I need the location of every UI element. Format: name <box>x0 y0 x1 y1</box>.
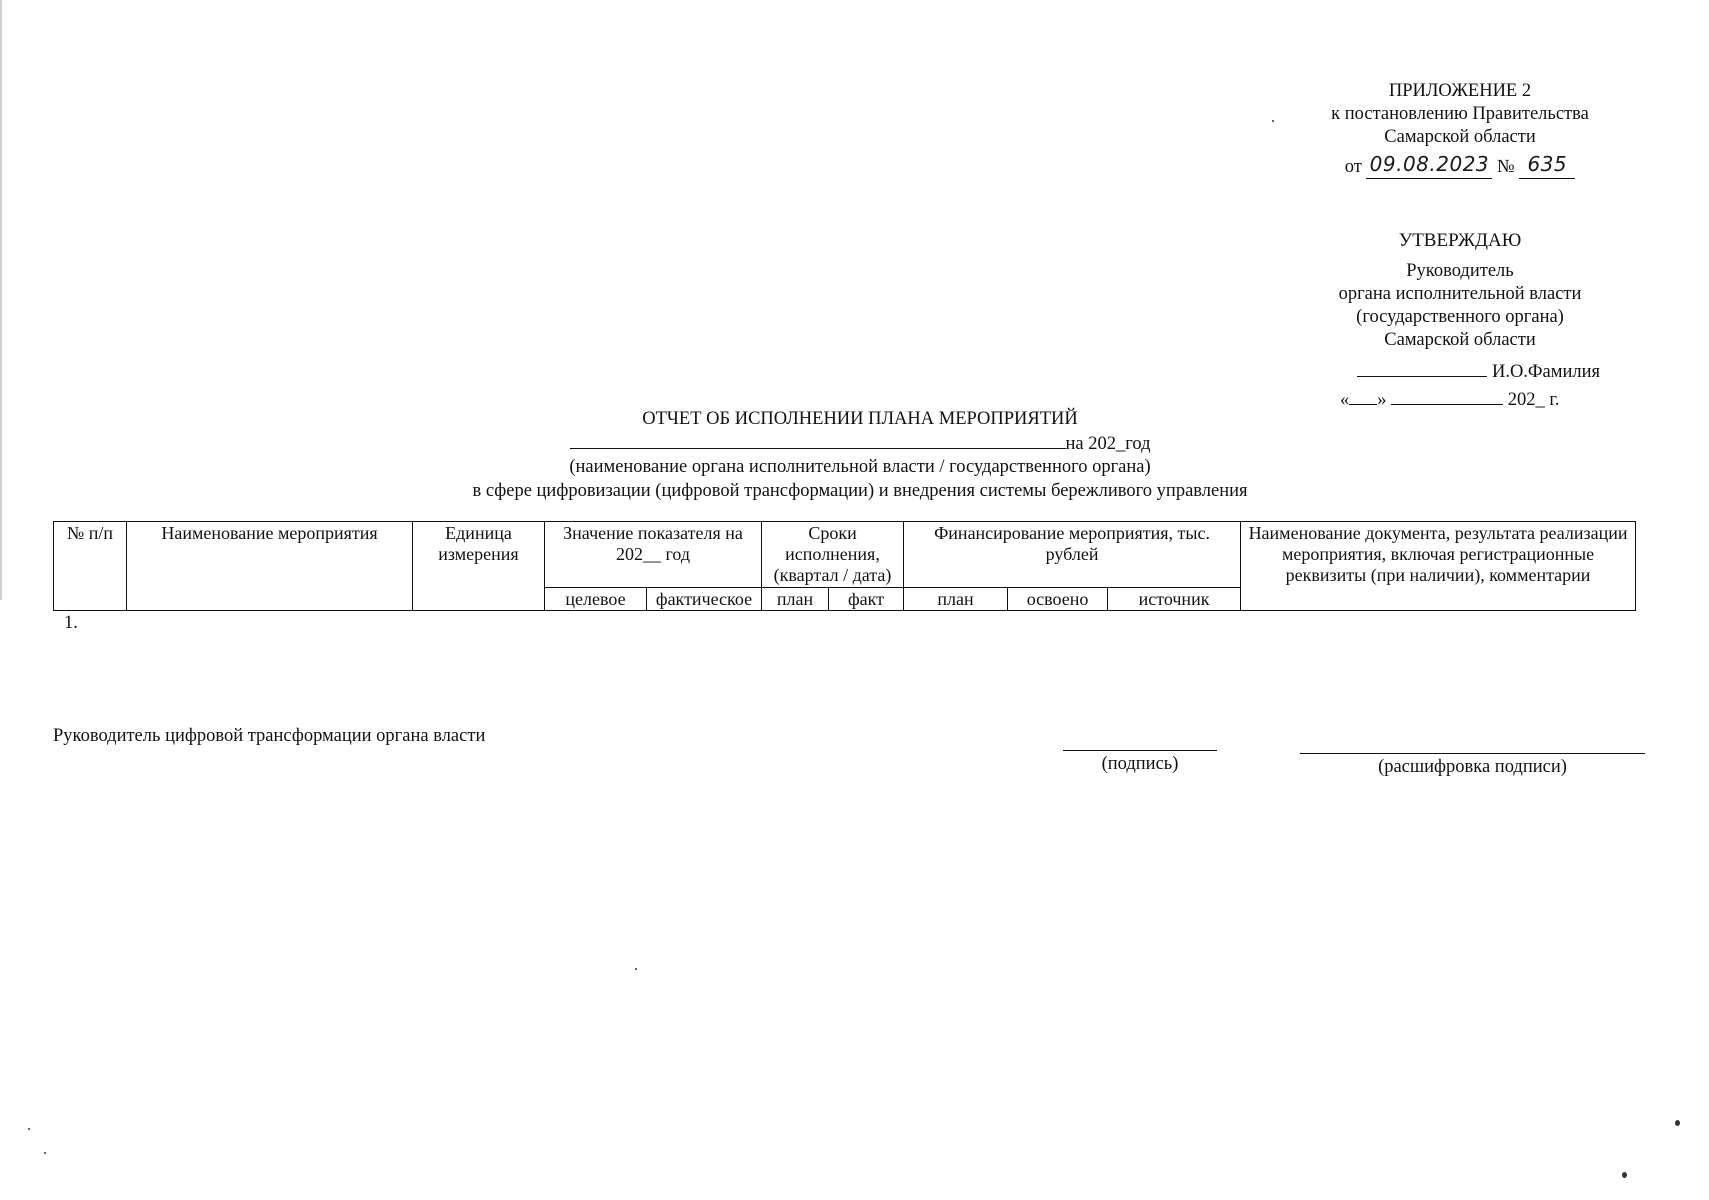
month-blank <box>1391 388 1503 405</box>
decree-date-field <box>1366 153 1492 179</box>
number-label: № <box>1497 157 1515 177</box>
first-row-number: 1. <box>64 613 78 633</box>
approval-date-row <box>1340 388 1610 412</box>
approval-signature-blank <box>1357 360 1487 377</box>
appendix-date-number <box>1300 153 1620 179</box>
appendix-region: Самарской области <box>1384 127 1536 147</box>
header-terms: Сроки исполнения, (квартал / дата) <box>762 522 904 588</box>
from-label: от <box>1344 157 1362 177</box>
report-title-block <box>380 408 1340 503</box>
header-number: № п/п <box>54 522 127 611</box>
subheader-actual: фактическое <box>647 588 762 611</box>
signature-line <box>1063 750 1217 751</box>
header-indicator: Значение показателя на 202__ год <box>545 522 762 588</box>
signature-decode-caption: (расшифровка подписи) <box>1378 757 1567 777</box>
scan-edge <box>0 0 2 600</box>
report-scope: в сфере цифровизации (цифровой трансформации) и внедрения системы бережливого управления <box>472 480 1248 501</box>
scan-speck <box>44 1152 46 1154</box>
header-unit: Единица измерения <box>413 522 545 611</box>
header-event-name: Наименование мероприятия <box>127 522 413 611</box>
approval-authority: органа исполнительной власти <box>1338 284 1582 304</box>
scan-speck <box>28 1128 30 1130</box>
report-org-line <box>380 432 1340 457</box>
quote-close: » <box>1377 390 1387 410</box>
table-header-row <box>54 522 1636 588</box>
approval-year: 202_ г. <box>1507 390 1560 410</box>
signature-decode-line <box>1300 753 1645 754</box>
decree-date-handwritten: 09.08.2023 <box>1369 152 1490 176</box>
subheader-fin-spent: освоено <box>1008 588 1108 611</box>
decree-number-handwritten: 635 <box>1527 152 1568 176</box>
header-financing: Финансирование мероприятия, тыс. рублей <box>904 522 1241 588</box>
scan-speck <box>1675 1120 1680 1126</box>
approval-authority-alt: (государственного органа) <box>1356 307 1564 327</box>
approval-signer: И.О.Фамилия <box>1491 362 1600 382</box>
scan-speck <box>635 968 637 970</box>
subheader-fact: факт <box>829 588 904 611</box>
report-org-caption: (наименование органа исполнительной власти / государственного органа) <box>569 457 1151 477</box>
scan-speck <box>1622 1172 1627 1178</box>
org-name-blank <box>570 432 1066 449</box>
subheader-fin-plan: план <box>904 588 1008 611</box>
report-title: ОТЧЕТ ОБ ИСПОЛНЕНИИ ПЛАНА МЕРОПРИЯТИЙ <box>642 409 1078 429</box>
subheader-plan: план <box>762 588 829 611</box>
subheader-fin-source: источник <box>1108 588 1241 611</box>
appendix-block <box>1300 80 1620 179</box>
approval-signature-row <box>1300 360 1600 384</box>
decree-number-field <box>1519 153 1575 179</box>
header-document: Наименование документа, результата реализации мероприятия, включая регистрационные реквизиты (при наличии), комментарии <box>1241 522 1636 611</box>
appendix-decree-line: к постановлению Правительства <box>1331 104 1589 124</box>
quote-open: « <box>1340 390 1350 410</box>
approval-label: УТВЕРЖДАЮ <box>1398 230 1522 251</box>
approval-block <box>1300 228 1620 352</box>
day-blank <box>1349 388 1377 405</box>
appendix-title: ПРИЛОЖЕНИЕ 2 <box>1388 81 1532 101</box>
subheader-target: целевое <box>545 588 647 611</box>
signature-position: Руководитель цифровой трансформации органа власти <box>53 726 486 746</box>
report-year: на 202_год <box>1065 433 1151 454</box>
approval-region: Самарской области <box>1384 330 1536 350</box>
signature-caption: (подпись) <box>1101 754 1179 774</box>
approval-position: Руководитель <box>1406 261 1514 281</box>
report-table <box>53 521 1636 611</box>
scan-speck <box>1272 120 1274 122</box>
